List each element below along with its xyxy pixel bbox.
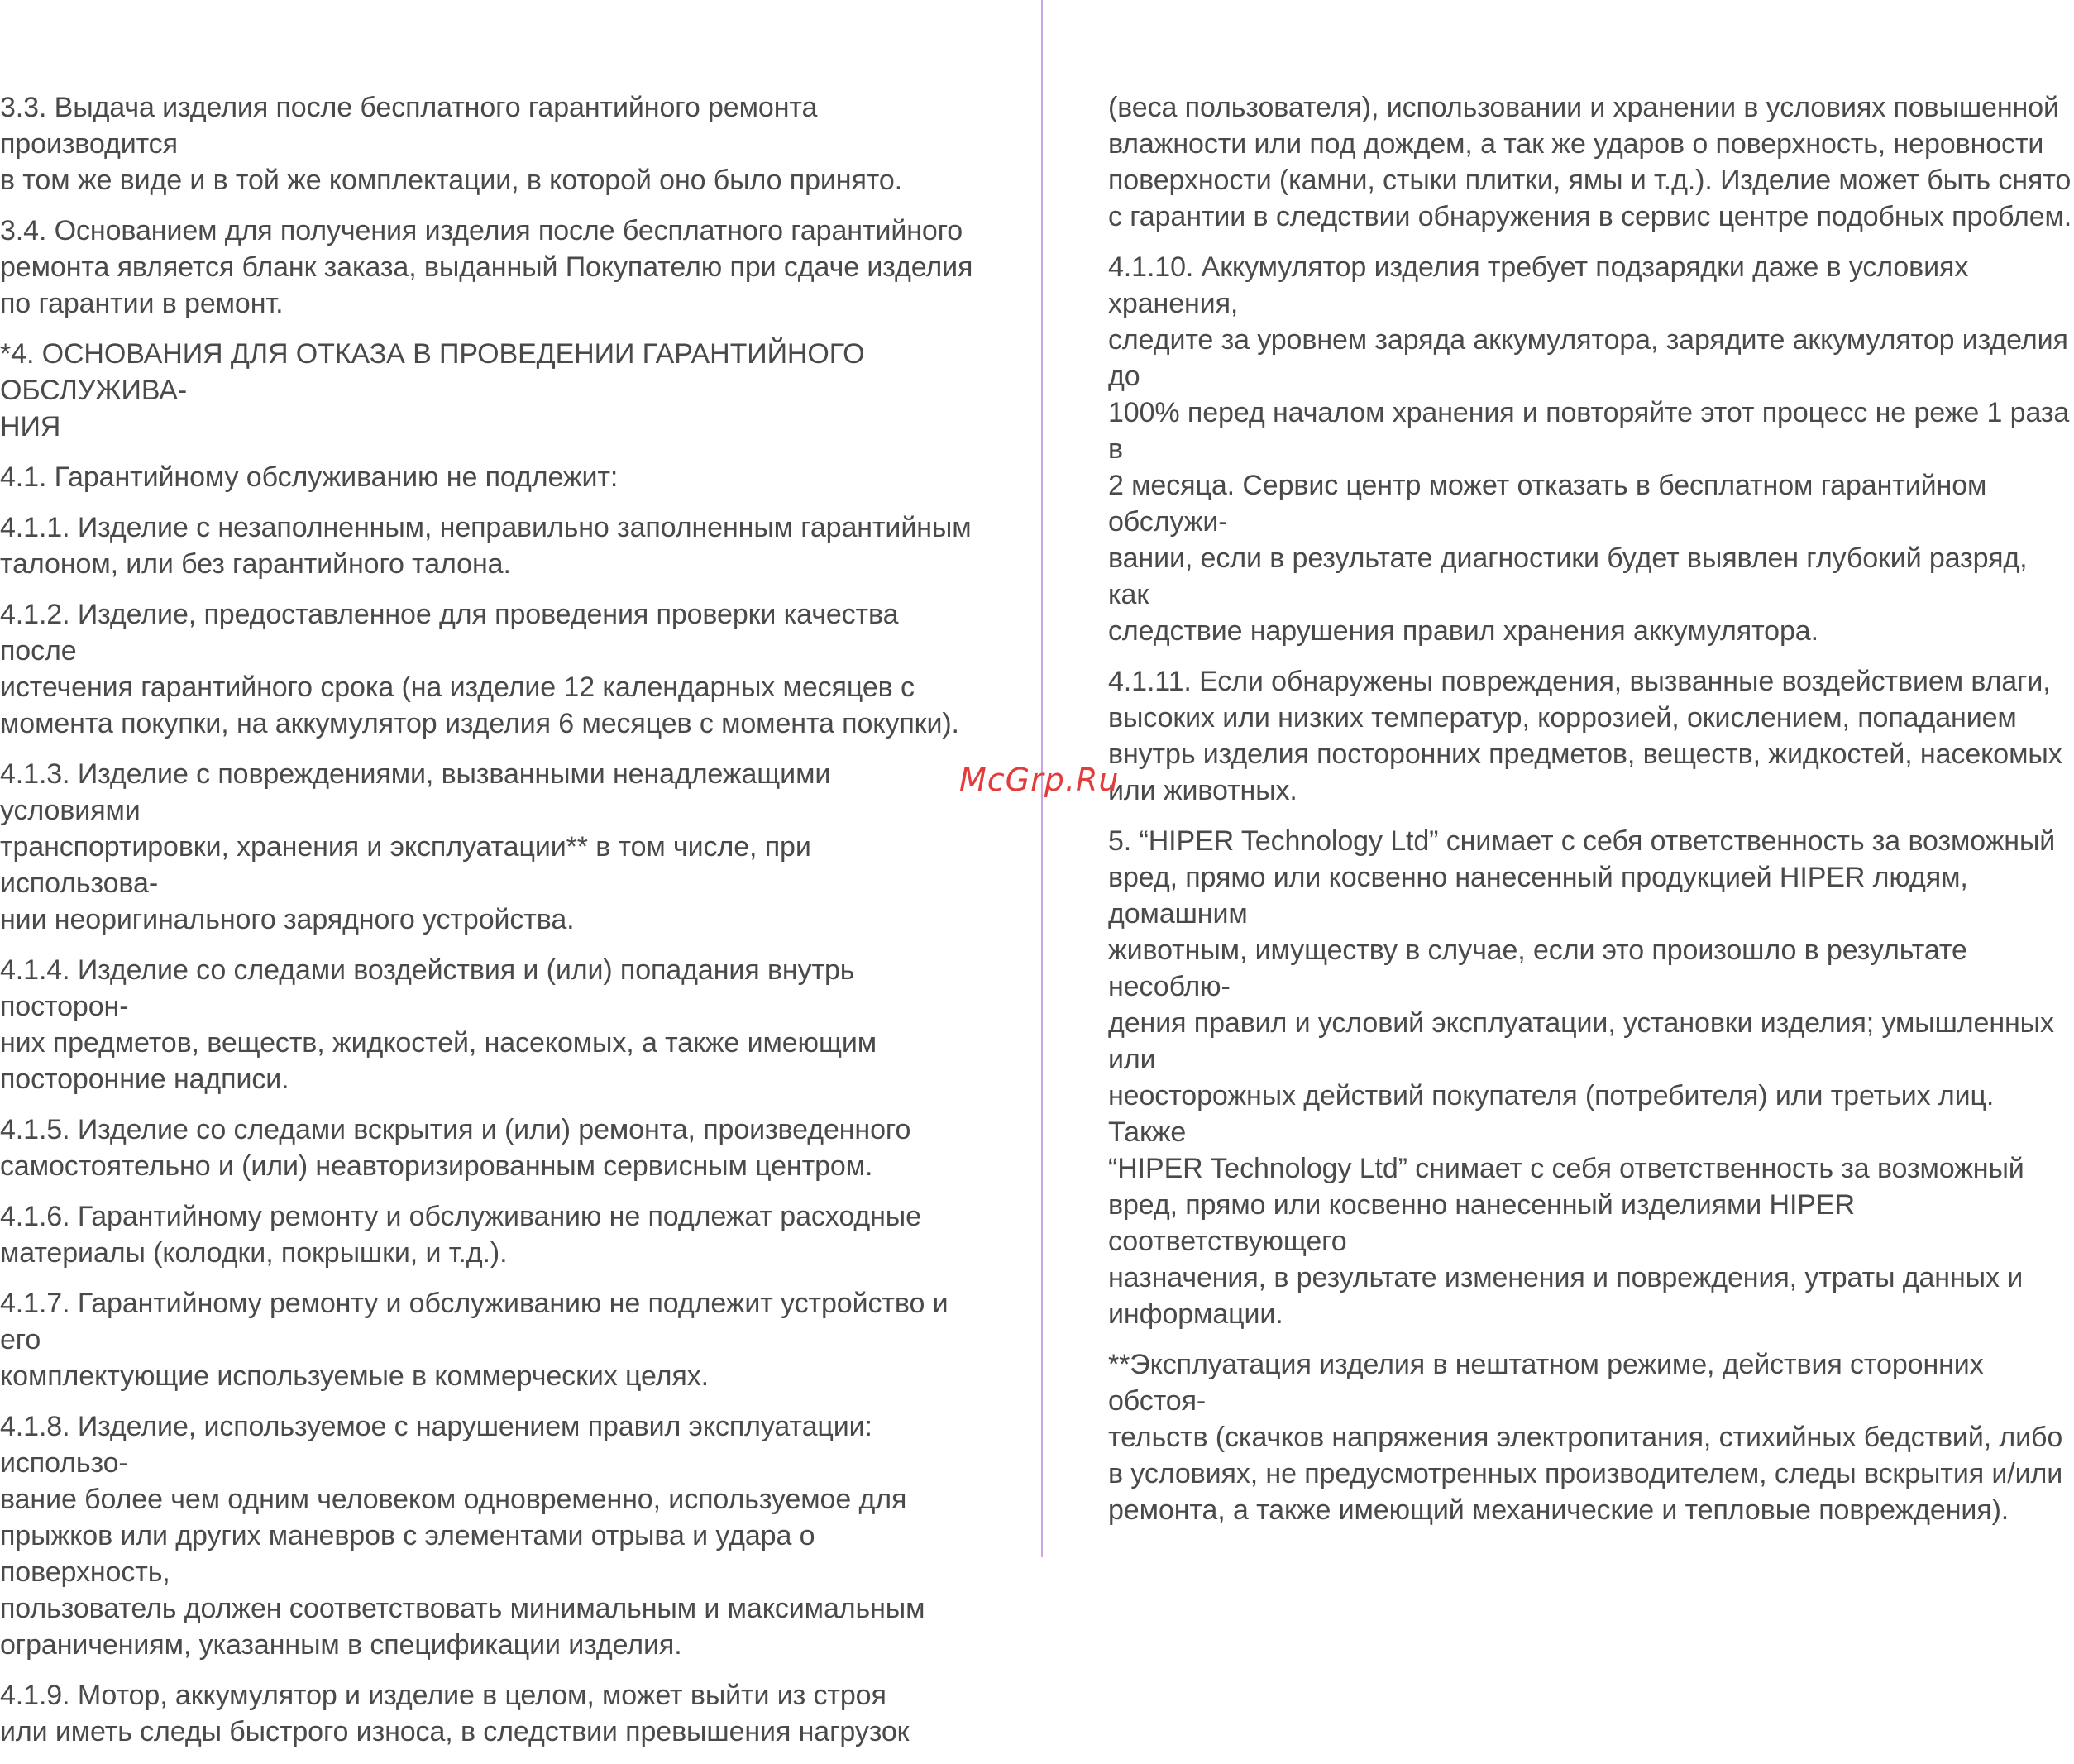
paragraph-5: 5. “HIPER Technology Ltd” снимает с себя ответственность за возможный вред, прямо или косвенно нанесенный продукцией HIPER людям, домашним животным, имуществу в случае, если это произошло в результате несоблю- дения правил и условий эксплуатации, установки изделия; умышленных или неосторожных действий покупателя (потребителя) или третьих лиц. Также “HIPER Technology Ltd” снимает с себя ответственность за возможный вред, прямо или косвенно нанесенный изделиями HIPER соответствующего назначения, в результате изменения и повреждения, утраты данных и информации. — [1108, 825, 2056, 1330]
paragraph-4-1-9: 4.1.9. Мотор, аккумулятор и изделие в целом, может выйти из строя или иметь следы быстрого износа, в следствии превышения нагрузок — [0, 1680, 910, 1747]
paragraph-4-1-6: 4.1.6. Гарантийному ремонту и обслуживанию не подлежат расходные материалы (колодки, покрышки, и т.д.). — [0, 1201, 921, 1269]
paragraph-4-1-4: 4.1.4. Изделие со следами воздействия и (или) попадания внутрь посторон- них предметов, веществ, жидкостей, насекомых, а также имеющим посторонние надписи. — [0, 954, 877, 1095]
section-heading-4: *4. ОСНОВАНИЯ ДЛЯ ОТКАЗА В ПРОВЕДЕНИИ ГАРАНТИЙНОГО ОБСЛУЖИВА- НИЯ — [0, 338, 865, 442]
paragraph-4-1-5: 4.1.5. Изделие со следами вскрытия и (или) ремонта, произведенного самостоятельно и (или) неавторизированным сервисным центром. — [0, 1114, 911, 1182]
paragraph-3-4: 3.4. Основанием для получения изделия после бесплатного гарантийного ремонта является бланк заказа, выданный Покупателю при сдаче изделия по гарантии в ремонт. — [0, 215, 973, 319]
paragraph-4-1-7: 4.1.7. Гарантийному ремонту и обслуживанию не подлежит устройство и его комплектующие используемые в коммерческих целях. — [0, 1288, 949, 1392]
left-column — [0, 89, 976, 1764]
paragraph-4-1-3: 4.1.3. Изделие с повреждениями, вызванными ненадлежащими условиями транспортировки, хранения и эксплуатации** в том числе, при использова- нии неоригинального зарядного устройства. — [0, 758, 831, 935]
watermark-text: McGrp.Ru — [959, 762, 1120, 798]
footnote-paragraph: **Эксплуатация изделия в нештатном режиме, действия сторонних обстоя- тельств (скачков напряжения электропитания, стихийных бедствий, либо в условиях, не предусмотренных производителем, следы вскрытия и/или ремонта, а также имеющий механические и тепловые повреждения). — [1108, 1349, 2063, 1526]
paragraph-4-1-8: 4.1.8. Изделие, используемое с нарушением правил эксплуатации: использо- вание более чем одним человеком одновременно, используемое для прыжков или других маневров с элементами отрыва и удара о поверхность, пользователь должен соответствовать минимальным и максимальным ограничениям, указанным в спецификации изделия. — [0, 1411, 925, 1661]
paragraph-4-1-11: 4.1.11. Если обнаружены повреждения, вызванные воздействием влаги, высоких или низких температур, коррозией, окислением, попаданием внутрь изделия посторонних предметов, веществ, жидкостей, насекомых или животных. — [1108, 666, 2062, 806]
paragraph-4-1: 4.1. Гарантийному обслуживанию не подлежит: — [0, 461, 619, 493]
right-column — [1108, 89, 2074, 1542]
paragraph-4-1-9-continued: (веса пользователя), использовании и хранении в условиях повышенной влажности или под дождем, а так же ударов о поверхность, неровности поверхности (камни, стыки плитки, ямы и т.д.). Изделие может быть снято с гарантии в следствии обнаружения в сервис центре подобных проблем. — [1108, 92, 2072, 232]
paragraph-4-1-10: 4.1.10. Аккумулятор изделия требует подзарядки даже в условиях хранения, следите за уровнем заряда аккумулятора, зарядите аккумулятор изделия до 100% перед началом хранения и повторяйте этот процесс не реже 1 раза в 2 месяца. Сервис центр может отказать в бесплатном гарантийном обслужи- вании, если в результате диагностики будет выявлен глубокий разряд, как следствие нарушения правил хранения аккумулятора. — [1108, 251, 2070, 647]
paragraph-4-1-2: 4.1.2. Изделие, предоставленное для проведения проверки качества после истечения гарантийного срока (на изделие 12 календарных месяцев с момента покупки, на аккумулятор изделия 6 месяцев с момента покупки). — [0, 599, 959, 739]
paragraph-4-1-1: 4.1.1. Изделие с незаполненным, неправильно заполненным гарантийным талоном, или без гарантийного талона. — [0, 512, 972, 580]
paragraph-3-3: 3.3. Выдача изделия после бесплатного гарантийного ремонта производится в том же виде и в той же комплектации, в которой оно было принято. — [0, 92, 903, 196]
